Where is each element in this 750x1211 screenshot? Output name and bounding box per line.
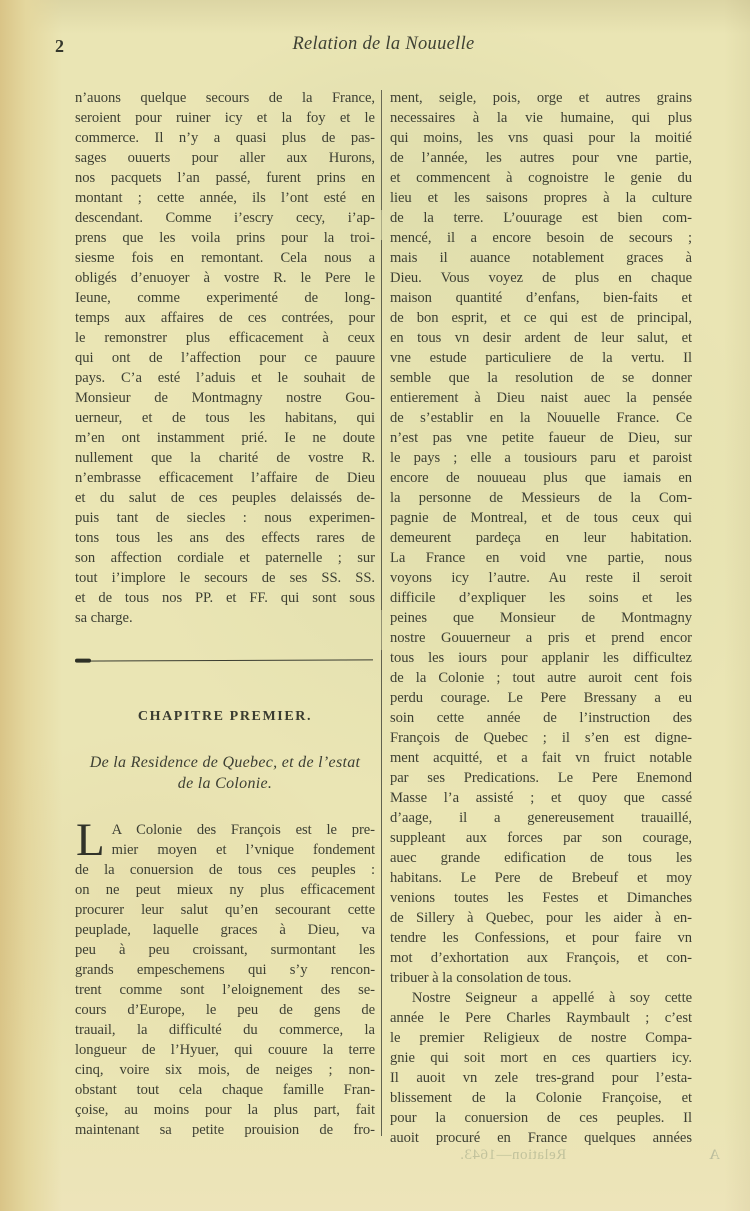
text-line: necessaires à la vie humaine, qui plus: [390, 110, 692, 126]
chapter-subtitle-line-1: De la Residence de Quebec, et de l’estat: [89, 754, 361, 771]
text-line: habitans. Le Pere de Brebeuf et moy: [390, 870, 692, 886]
text-line: et du salut de ces peuples delaissés de-: [75, 490, 375, 506]
text-line: mot d’exhortation aux François, et con-: [390, 950, 692, 966]
right-column: [390, 88, 692, 1148]
chapter-subtitle: [75, 752, 375, 794]
text-line: tous les iours pour applanir les difficultez: [390, 650, 692, 666]
text-line: prens que les voila prins pour la troi-: [75, 230, 375, 246]
text-line: vne estude particuliere de la vertu. Il: [390, 350, 692, 366]
text-line: de la Colonie ; tout autre auroit cent fois: [390, 670, 692, 686]
text-line: qui ont de l’affection pour ce pauure: [75, 350, 375, 366]
text-line: maison quantité d’enfans, bien-faits et: [390, 290, 692, 306]
text-line: tons tous les ans des effects rares de: [75, 530, 375, 546]
text-line: longueur de l’Hyuer, qui couure la terre: [75, 1042, 375, 1058]
text-line: La France en void vne partie, nous: [390, 550, 692, 566]
right-column-body: [390, 88, 692, 1148]
dropcap-letter: L: [76, 814, 105, 866]
text-line: siesme fois en remontant. Cela nous a: [75, 250, 375, 266]
text-line: obligés d’enuoyer à vostre R. le Pere le: [75, 270, 375, 286]
text-line: maintenant sa petite prouision de fro-: [75, 1122, 375, 1138]
text-line: lieu et les saisons propres à la culture: [390, 190, 692, 206]
text-line: Il auoit vn zele tres-grand pour l’esta-: [390, 1070, 692, 1086]
text-line: pagnie de Montreal, et de tous ceux qui: [390, 510, 692, 526]
text-line: m’en ont instamment prié. Ie ne doute: [75, 430, 375, 446]
text-line: son affection cordiale et paternelle ; sur: [75, 550, 375, 566]
left-column-paragraph-1: [75, 88, 375, 628]
rule-end-ornament: [75, 659, 91, 663]
text-line: semble que la resolution de se donner: [390, 370, 692, 386]
text-line: mencé, il a encore besoin de secours ;: [390, 230, 692, 246]
text-line: demeurent pardeça en leur habitation.: [390, 530, 692, 546]
text-line: montant ; cette année, ils l’ont esté en: [75, 190, 375, 206]
text-line: Ieune, comme experimenté de long-: [75, 290, 375, 306]
text-line: de la terre. L’ouurage est bien com-: [390, 210, 692, 226]
chapter-subtitle-line-2: de la Colonie.: [177, 775, 273, 792]
text-line: A Colonie des François est le pre-: [111, 822, 375, 838]
section-divider-rule: [75, 658, 373, 663]
text-line: puis tant de siecles : nous experimen-: [75, 510, 375, 526]
text-line: nostre Gouuerneur a pris et prend encor: [390, 630, 692, 646]
text-line: descendant. Comme i’escry cecy, i’ap-: [75, 210, 375, 226]
text-line: cours d’Europe, le peu de gens de: [75, 1002, 375, 1018]
text-line: obstant tout cela chaque famille Fran-: [75, 1082, 375, 1098]
text-line: pour la conuersion de ces peuples. Il: [390, 1110, 692, 1126]
text-line: encore de nouueau plus que iamais en: [390, 470, 692, 486]
text-line: soin cette année de l’instruction des: [390, 710, 692, 726]
text-line: blissement de la Colonie Françoise, et: [390, 1090, 692, 1106]
text-line: ment, seigle, pois, orge et autres grains: [390, 90, 692, 106]
text-line: uerneur, et de tous les habitans, qui: [75, 410, 375, 426]
text-line: gnie qui soit mort en ces quartiers icy.: [390, 1050, 692, 1066]
text-line: par ses Predications. Le Pere Enemond: [390, 770, 692, 786]
text-line: on ne peut mieux ny plus efficacement: [75, 882, 375, 898]
left-column: [75, 88, 375, 1140]
left-column-paragraph-2-lines: [75, 814, 375, 1140]
text-line: le premier Religieux de nostre Compa-: [390, 1030, 692, 1046]
text-line: de l’année, les autres pour vne partie,: [390, 150, 692, 166]
text-line: nos pacquets l’an passé, furent prins en: [75, 170, 375, 186]
text-line: nullement que la charité de vostre R.: [75, 450, 375, 466]
bleedthrough-footer-text: Relation—1643.: [459, 1147, 567, 1163]
text-line: pays. C’a esté l’aduis et le souhait de: [75, 370, 375, 386]
text-line: peu à peu croissant, surmontant les: [75, 942, 375, 958]
text-line: peuplade, laquelle graces à Dieu, va: [75, 922, 375, 938]
text-line: auoit procuré en France quelques années: [390, 1130, 692, 1146]
bleedthrough-signature-mark: A: [708, 1147, 720, 1163]
text-line: la personne de Messieurs de la Com-: [390, 490, 692, 506]
text-line: perdu courage. Le Pere Bressany a eu: [390, 690, 692, 706]
text-line: mier moyen et l’vnique fondement: [111, 842, 375, 858]
running-title: Relation de la Nouuelle: [292, 34, 475, 54]
page-number: 2: [55, 36, 64, 56]
text-line: çoise, au moins pour la plus part, fait: [75, 1102, 375, 1118]
text-line: ment acquitté, et a fait vn fruict notable: [390, 750, 692, 766]
text-line: Dieu. Vous voyez de plus en chaque: [390, 270, 692, 286]
text-line: venions toutes les Festes et Dimanches: [390, 890, 692, 906]
text-line: voyons icy l’autre. Au reste il seroit: [390, 570, 692, 586]
text-line: le remonstrer plus efficacement à ceux: [75, 330, 375, 346]
text-line: commerce. Il n’y a quasi plus de pas-: [75, 130, 375, 146]
text-line: seroient pour ruiner icy et la foy et le: [75, 110, 375, 126]
text-line: grands empeschemens qui s’y rencon-: [75, 962, 375, 978]
text-line: de bon esprit, et ce qui est de principal,: [390, 310, 692, 326]
text-line: suppleant aux forces par son courage,: [390, 830, 692, 846]
text-line: année le Pere Charles Raymbault ; c’est: [390, 1010, 692, 1026]
text-line: Masse l’a assisté ; et quoy que cassé: [390, 790, 692, 806]
text-line: procurer leur salut qu’en secourant cette: [75, 902, 375, 918]
left-column-paragraph-2: [75, 814, 375, 1140]
text-line: auec grande edification de tous les: [390, 850, 692, 866]
text-line: sages ouuerts pour aller aux Hurons,: [75, 150, 375, 166]
text-line: trauail, la difficulté du commerce, la: [75, 1022, 375, 1038]
text-line: temps aux affaires de ces contrées, pour: [75, 310, 375, 326]
text-line: n’embrasse efficacement l’affaire de Dieu: [75, 470, 375, 486]
text-line: de Sillery à Quebec, pour les aider à en-: [390, 910, 692, 926]
text-line: tendre les Confessions, et pour faire vn: [390, 930, 692, 946]
text-line: de la conuersion de tous ces peuples :: [75, 862, 375, 878]
text-line: et commencent à cognoistre le genie du: [390, 170, 692, 186]
text-line: tout i’implore le secours de ses SS. SS.: [75, 570, 375, 586]
column-divider-rule: [381, 90, 382, 1136]
text-line: d’aage, il a genereusement trauaillé,: [390, 810, 692, 826]
text-line: tribuer à la consolation de tous.: [390, 970, 572, 986]
text-line: peines que Monsieur de Montmagny: [390, 610, 692, 626]
text-line: n’auons quelque secours de la France,: [75, 90, 375, 106]
text-line: n’est pas vne petite faueur de Dieu, sur: [390, 430, 692, 446]
text-line: difficile d’expliquer les soins et les: [390, 590, 692, 606]
text-line: en tous vn desir ardent de leur salut, et: [390, 330, 692, 346]
rule-line: [75, 659, 373, 662]
text-line: Monsieur de Montmagny nostre Gou-: [75, 390, 375, 406]
text-line: mais il auance notablement graces à: [390, 250, 692, 266]
chapter-heading: CHAPITRE PREMIER.: [137, 709, 313, 724]
text-line: sa charge.: [75, 610, 133, 626]
page-header: [0, 34, 750, 60]
text-line: Nostre Seigneur a appellé à soy cette: [411, 990, 692, 1006]
text-line: de s’establir en la Nouuelle France. Ce: [390, 410, 692, 426]
text-line: cinq, voire six mois, de neiges ; non-: [75, 1062, 375, 1078]
text-line: et de tous nos PP. et FF. qui sont sous: [75, 590, 375, 606]
text-line: François de Quebec ; il s’en est digne-: [390, 730, 692, 746]
text-line: trent comme sont l’eloignement des se-: [75, 982, 375, 998]
text-line: qui moins, les vns quasi pour la moitié: [390, 130, 692, 146]
text-line: le pays ; elle a tousiours paru et paroist: [390, 450, 692, 466]
text-line: entierement à Dieu naist auec la pensée: [390, 390, 692, 406]
